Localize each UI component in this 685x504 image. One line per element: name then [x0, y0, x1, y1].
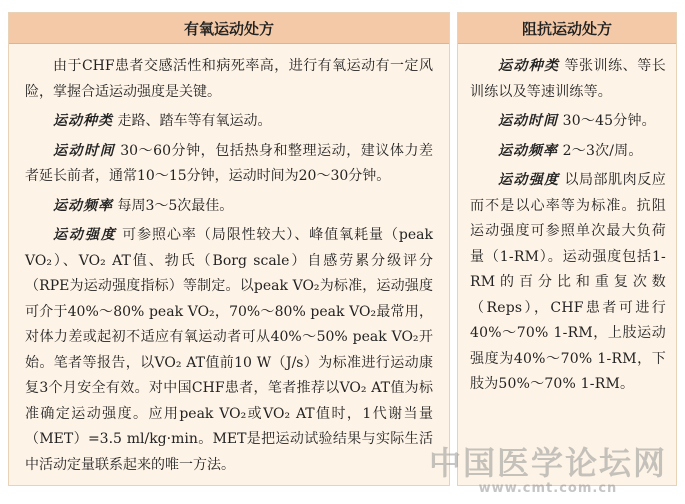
aerobic-panel-body — [9, 44, 449, 478]
resistance-exercise-panel — [457, 12, 677, 486]
resistance-intensity-term: 运动强度 — [498, 172, 560, 188]
aerobic-intensity-term: 运动强度 — [53, 227, 117, 243]
aerobic-time-term: 运动时间 — [53, 142, 116, 159]
aerobic-frequency-text: 每周3～5次最佳。 — [113, 197, 234, 214]
resistance-time-text: 30～45分钟。 — [558, 113, 656, 129]
resistance-type-term: 运动种类 — [498, 58, 560, 74]
aerobic-type-term: 运动种类 — [53, 113, 113, 129]
watermark-site-name: 中国医学论坛网 — [428, 444, 667, 482]
resistance-time-paragraph — [470, 109, 666, 135]
resistance-panel-title: 阻抗运动处方 — [458, 13, 676, 44]
aerobic-type-paragraph — [25, 109, 433, 135]
resistance-panel-body — [458, 44, 676, 398]
resistance-frequency-paragraph — [470, 139, 666, 165]
aerobic-type-text: 走路、踏车等有氧运动。 — [113, 113, 272, 129]
aerobic-exercise-panel — [8, 12, 450, 486]
aerobic-panel-title: 有氧运动处方 — [9, 13, 449, 44]
resistance-intensity-text: 以局部肌肉反应而不是以心率等为标准。抗阻运动强度可参照单次最大负荷量（1-RM）。运动强度包括1-RM的百分比和重复次数（Reps），CHF患者可进行40%～70% 1-RM，上肢运动强度为40%～70% 1-RM，下肢为50%～70% 1-RM。 — [470, 172, 666, 392]
resistance-time-term: 运动时间 — [498, 113, 558, 129]
aerobic-intensity-text: 可参照心率（局限性较大）、峰值氧耗量（peak VO₂）、VO₂ AT值、勃氏（Borg scale）自感劳累分级评分（RPE为运动强度指标）等制定。以peak VO₂为标准，运动强度可介于40%～80% peak VO₂，70%～80% peak VO₂最常用，对体力差或起初不适应有氧运动者可从40%～50% peak VO₂开始。笔者等报告，以VO₂ AT值前10 W（J/s）为标准进行运动康复3个月安全有效。对中国CHF患者，笔者推荐以VO₂ AT值为标准确定运动强度。应用peak VO₂或VO₂ AT值时，1代谢当量（MET）=3.5 ml/kg·min。MET是把运动试验结果与实际生活中活动定量联系起来的唯一方法。 — [25, 227, 434, 473]
resistance-intensity-paragraph — [470, 168, 666, 398]
resistance-type-paragraph — [470, 54, 666, 105]
watermark-url: www.cmt.com.cn — [478, 481, 618, 496]
aerobic-intro: 由于CHF患者交感活性和病死率高，进行有氧运动有一定风险，掌握合适运动强度是关键。 — [25, 58, 433, 100]
aerobic-frequency-term: 运动频率 — [53, 197, 113, 214]
resistance-type-text: 等张训练、等长训练以及等速训练等。 — [470, 58, 666, 100]
aerobic-frequency-paragraph — [25, 194, 433, 220]
resistance-frequency-text: 2～3次/周。 — [558, 142, 643, 159]
aerobic-time-text: 30～60分钟，包括热身和整理运动，建议体力差者延长前者，通常10～15分钟，运动时间为20～30分钟。 — [25, 142, 434, 184]
aerobic-intensity-paragraph — [25, 223, 433, 478]
aerobic-time-paragraph — [25, 139, 433, 190]
resistance-frequency-term: 运动频率 — [498, 142, 558, 159]
